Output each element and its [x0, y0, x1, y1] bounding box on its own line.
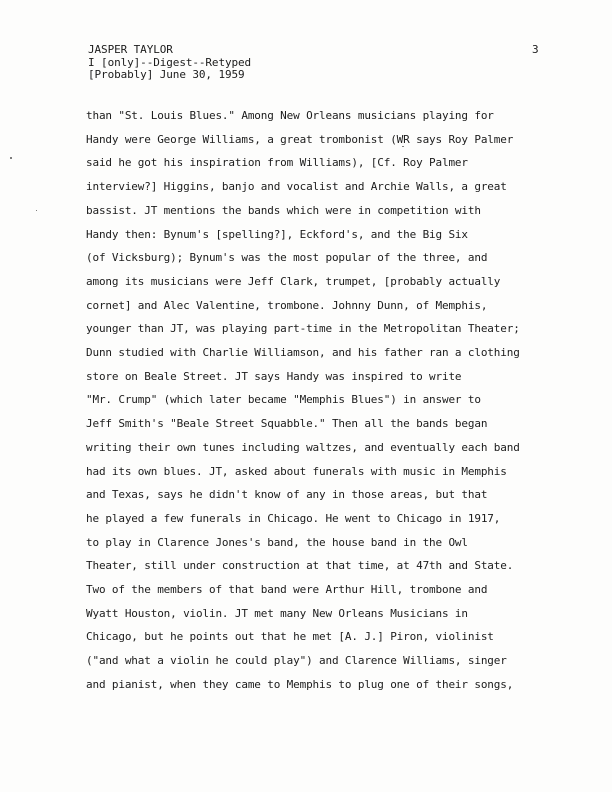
interviewee-name: JASPER TAYLOR: [88, 43, 173, 56]
body-line: Chicago, but he points out that he met [A. J.] Piron, violinist: [86, 630, 494, 644]
body-line: among its musicians were Jeff Clark, trumpet, [probably actually: [86, 274, 501, 288]
interview-date: [Probably] June 30, 1959: [88, 68, 245, 81]
body-line: cornet] and Alec Valentine, trombone. Johnny Dunn, of Memphis,: [86, 298, 488, 312]
body-line: interview?] Higgins, banjo and vocalist and Archie Walls, a great: [86, 180, 507, 194]
scan-speck: [36, 210, 37, 211]
page-header: [88, 44, 251, 82]
body-line: Jeff Smith's "Beale Street Squabble." Then all the bands began: [86, 417, 488, 431]
body-line: to play in Clarence Jones's band, the house band in the Owl: [86, 535, 468, 549]
body-line: bassist. JT mentions the bands which were in competition with: [86, 203, 481, 217]
body-line: Dunn studied with Charlie Williamson, and his father ran a clothing: [86, 346, 520, 360]
body-line: Handy then: Bynum's [spelling?], Eckford's, and the Big Six: [86, 227, 468, 241]
body-line: and Texas, says he didn't know of any in those areas, but that: [86, 488, 488, 502]
body-line: store on Beale Street. JT says Handy was inspired to write: [86, 369, 462, 383]
tape-description: I [only]--Digest--Retyped: [88, 55, 252, 69]
body-line: had its own blues. JT, asked about funerals with music in Memphis: [86, 464, 507, 478]
body-line: Theater, still under construction at that time, at 47th and State.: [86, 559, 514, 573]
body-line: Wyatt Houston, violin. JT met many New Orleans Musicians in: [86, 606, 468, 620]
page-number: 3: [532, 43, 539, 56]
body-line: writing their own tunes including waltzes, and eventually each band: [86, 440, 520, 454]
body-line: Two of the members of that band were Arthur Hill, trombone and: [86, 583, 488, 597]
transcript-body: [86, 104, 586, 697]
body-line: ("and what a violin he could play") and Clarence Williams, singer: [86, 654, 507, 668]
scan-speck: [402, 146, 404, 147]
body-line: than "St. Louis Blues." Among New Orleans musicians playing for: [86, 109, 494, 122]
body-line: "Mr. Crump" (which later became "Memphis Blues") in answer to: [86, 393, 481, 407]
body-line: he played a few funerals in Chicago. He went to Chicago in 1917,: [86, 511, 501, 525]
body-line: said he got his inspiration from Williams), [Cf. Roy Palmer: [86, 156, 468, 170]
scan-speck: [10, 157, 12, 159]
body-line: (of Vicksburg); Bynum's was the most popular of the three, and: [86, 251, 488, 265]
body-line: Handy were George Williams, a great trombonist (WR says Roy Palmer: [86, 132, 514, 146]
body-line: and pianist, when they came to Memphis to plug one of their songs,: [86, 677, 514, 691]
body-line: younger than JT, was playing part-time in the Metropolitan Theater;: [86, 322, 520, 336]
